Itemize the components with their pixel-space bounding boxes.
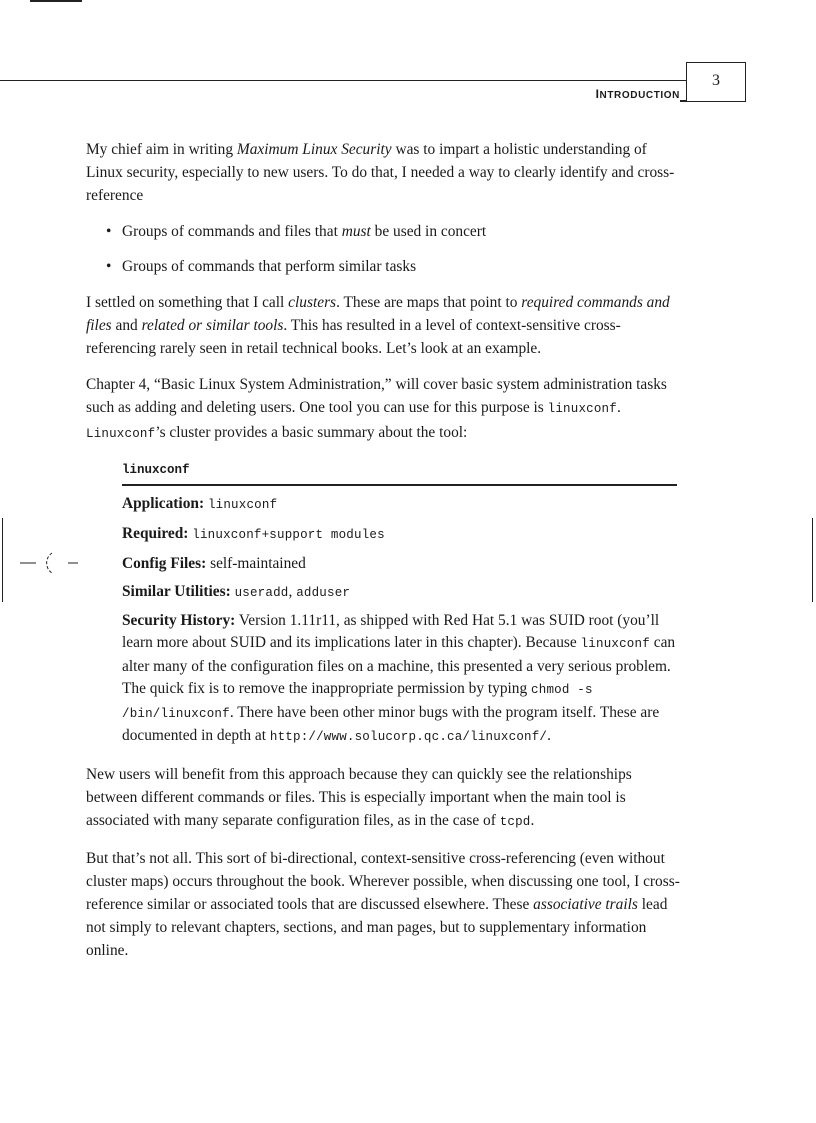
- emphasis: must: [341, 223, 371, 240]
- emphasis: clusters: [288, 294, 337, 311]
- label: Config Files:: [122, 554, 207, 572]
- running-head: [500, 87, 680, 101]
- code: Linuxconf: [86, 427, 156, 441]
- bullet-list: [86, 220, 680, 278]
- text: Groups of commands and files that: [122, 223, 342, 240]
- header-tab-mark: [680, 100, 687, 102]
- cluster-box: [122, 459, 677, 749]
- cluster-title: linuxconf: [122, 463, 190, 477]
- code: tcpd: [499, 814, 531, 829]
- code: chmod -s /bin/linuxconf: [122, 683, 593, 721]
- crop-mark-right: [812, 518, 813, 602]
- crop-mark-left: [2, 518, 3, 602]
- separator: ,: [288, 582, 297, 600]
- text: Groups of commands that perform similar tasks: [122, 258, 417, 275]
- cluster-required: [122, 522, 677, 547]
- text: I settled on something that I call: [86, 294, 289, 311]
- text: can alter many of the configuration files on a machine, this presented a very serious problem. The quick fix is to remove the inappropriate permission by typing: [122, 634, 676, 697]
- url: http://www.solucorp.qc.ca/linuxconf/: [269, 730, 548, 744]
- paragraph-intro: [86, 138, 680, 207]
- text: .: [547, 727, 551, 744]
- value: linuxconf: [207, 497, 278, 512]
- cluster-application: [122, 492, 677, 517]
- book-title: Maximum Linux Security: [236, 141, 392, 158]
- crop-mark-top: [30, 0, 82, 2]
- paragraph-clusters: [86, 291, 680, 360]
- registration-mark-icon: [20, 548, 80, 578]
- paragraph-chapter4: [86, 373, 680, 446]
- emphasis: associative trails: [533, 895, 638, 913]
- text: . There have been other minor bugs with the program itself. These are documented in depth at: [122, 703, 660, 744]
- text: . This has resulted in a level of context-sensitive cross-referencing rarely seen in retail technical books. Let’s look at an example.: [86, 317, 621, 357]
- cluster-config-files: [122, 552, 677, 575]
- running-head-rest: NTRODUCTION: [599, 90, 680, 101]
- value: useradd: [234, 585, 289, 600]
- list-item: [122, 220, 680, 243]
- text: be used in concert: [370, 223, 487, 240]
- label: Security History:: [122, 611, 236, 629]
- paragraph-cross-reference: [86, 847, 680, 962]
- text: and: [111, 317, 142, 334]
- text: Chapter 4, “Basic Linux System Administration,” will cover basic system administration tasks such as adding and deleting users. One tool you can use for this purpose is: [86, 376, 667, 416]
- text: Version 1.11r11, as shipped with Red Hat 5.1 was SUID root (you’ll learn more about SUID and its implications later in this chapter). Because: [122, 611, 660, 651]
- value: adduser: [296, 585, 351, 600]
- list-item: [122, 255, 680, 278]
- cluster-security-history: [122, 610, 677, 749]
- value: linuxconf+support modules: [192, 527, 385, 542]
- paragraph-benefit: [86, 763, 680, 834]
- code: linuxconf: [547, 402, 617, 416]
- page-number: 3: [712, 72, 720, 89]
- cluster-rule: [122, 484, 677, 486]
- text: was to impart a holistic understanding of Linux security, especially to new users. To do that, I needed a way to clearly identify and cross-reference: [86, 141, 675, 204]
- label: Required:: [122, 524, 189, 542]
- code: linuxconf: [580, 637, 650, 651]
- value: self-maintained: [210, 554, 306, 572]
- text: . These are maps that point to: [336, 294, 522, 311]
- running-head-initial: I: [595, 87, 600, 101]
- text: New users will benefit from this approach because they can quickly see the relationships between different commands or files. This is especially important when the main tool is associated with many separate configuration files, as in the case of: [86, 765, 632, 829]
- text: But that’s not all. This sort of bi-directional, context-sensitive cross-referencing (even without cluster maps) occurs throughout the book. Wherever possible, when discussing one tool, I cross-reference similar or associated tools that are discussed elsewhere. These: [86, 849, 680, 913]
- text: My chief aim in writing: [86, 141, 237, 158]
- text: ’s cluster provides a basic summary about the tool:: [155, 424, 468, 441]
- emphasis: required commands and files: [86, 294, 670, 334]
- label: Similar Utilities:: [122, 582, 231, 600]
- cluster-similar-utilities: [122, 580, 677, 605]
- text: .: [616, 399, 621, 416]
- text: .: [530, 811, 535, 829]
- header-rule: [0, 80, 686, 81]
- emphasis: related or similar tools: [141, 317, 284, 334]
- label: Application:: [122, 494, 205, 512]
- text: lead not simply to relevant chapters, sections, and man pages, but to supplementary information online.: [86, 895, 668, 959]
- page-content: [86, 138, 680, 975]
